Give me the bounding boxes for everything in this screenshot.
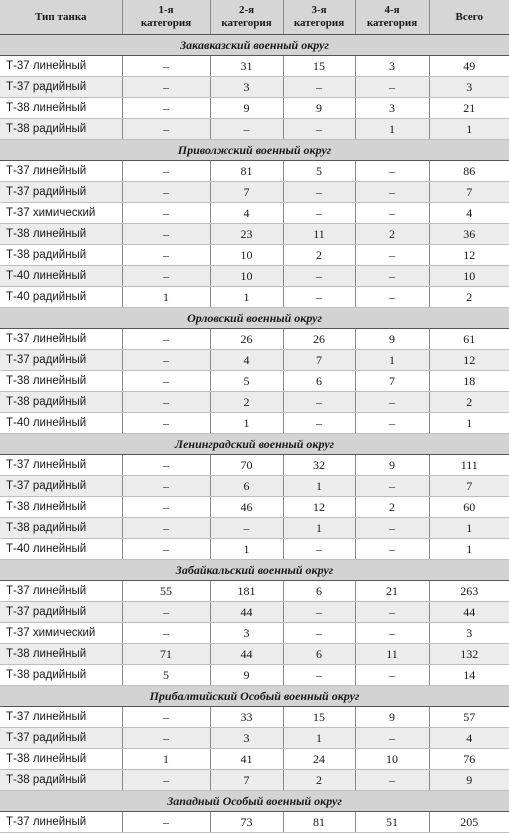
tank-type-cell: Т-37 линейный xyxy=(0,56,122,77)
tank-type-cell: Т-37 радийный xyxy=(0,728,122,749)
category-2-cell: 3 xyxy=(210,728,283,749)
table-row xyxy=(0,119,509,140)
category-2-cell: 1 xyxy=(210,413,283,434)
tank-type-cell: Т-37 радийный xyxy=(0,182,122,203)
category-3-cell: 12 xyxy=(283,497,355,518)
table-row xyxy=(0,350,509,371)
table-row xyxy=(0,287,509,308)
table-body xyxy=(0,35,509,833)
category-1-cell: – xyxy=(122,98,210,119)
category-4-cell: – xyxy=(355,161,429,182)
category-4-cell: 9 xyxy=(355,707,429,728)
category-2-cell: 1 xyxy=(210,287,283,308)
header-category-1: 1-я категория xyxy=(122,0,210,35)
header-category-4: 4-я категория xyxy=(355,0,429,35)
table-row xyxy=(0,329,509,350)
category-4-cell: 11 xyxy=(355,644,429,665)
category-4-cell: – xyxy=(355,245,429,266)
category-1-cell: – xyxy=(122,476,210,497)
total-cell: 7 xyxy=(429,182,509,203)
category-2-cell: 5 xyxy=(210,371,283,392)
total-cell: 1 xyxy=(429,119,509,140)
category-3-cell: – xyxy=(283,539,355,560)
district-header-row xyxy=(0,140,509,161)
category-3-cell: 26 xyxy=(283,329,355,350)
category-3-cell: – xyxy=(283,266,355,287)
total-cell: 205 xyxy=(429,812,509,833)
tank-type-cell: Т-40 линейный xyxy=(0,539,122,560)
category-3-cell: – xyxy=(283,623,355,644)
total-cell: 4 xyxy=(429,728,509,749)
total-cell: 2 xyxy=(429,287,509,308)
category-3-cell: 1 xyxy=(283,728,355,749)
category-2-cell: 6 xyxy=(210,476,283,497)
tank-type-cell: Т-37 химический xyxy=(0,623,122,644)
category-1-cell: 5 xyxy=(122,665,210,686)
category-1-cell: – xyxy=(122,518,210,539)
total-cell: 14 xyxy=(429,665,509,686)
total-cell: 61 xyxy=(429,329,509,350)
table-row xyxy=(0,77,509,98)
category-2-cell: 9 xyxy=(210,665,283,686)
table-row xyxy=(0,266,509,287)
category-2-cell: 44 xyxy=(210,644,283,665)
table-row xyxy=(0,371,509,392)
total-cell: 3 xyxy=(429,77,509,98)
category-4-cell: 3 xyxy=(355,56,429,77)
category-1-cell: 55 xyxy=(122,581,210,602)
category-1-cell: – xyxy=(122,203,210,224)
total-cell: 12 xyxy=(429,245,509,266)
category-1-cell: – xyxy=(122,224,210,245)
tank-type-cell: Т-40 радийный xyxy=(0,287,122,308)
category-4-cell: 1 xyxy=(355,119,429,140)
total-cell: 44 xyxy=(429,602,509,623)
total-cell: 1 xyxy=(429,539,509,560)
category-4-cell: 9 xyxy=(355,455,429,476)
category-4-cell: – xyxy=(355,602,429,623)
category-4-cell: – xyxy=(355,623,429,644)
category-2-cell: 23 xyxy=(210,224,283,245)
category-4-cell: – xyxy=(355,182,429,203)
category-4-cell: – xyxy=(355,392,429,413)
category-3-cell: 5 xyxy=(283,161,355,182)
category-3-cell: 1 xyxy=(283,518,355,539)
table-row xyxy=(0,728,509,749)
table-row xyxy=(0,392,509,413)
category-3-cell: – xyxy=(283,77,355,98)
category-1-cell: – xyxy=(122,392,210,413)
category-4-cell: – xyxy=(355,539,429,560)
category-2-cell: – xyxy=(210,119,283,140)
district-title: Западный Особый военный округ xyxy=(0,791,509,812)
tank-type-cell: Т-38 радийный xyxy=(0,392,122,413)
district-header-row xyxy=(0,35,509,56)
tank-type-cell: Т-38 линейный xyxy=(0,644,122,665)
total-cell: 263 xyxy=(429,581,509,602)
category-3-cell: – xyxy=(283,119,355,140)
category-4-cell: – xyxy=(355,287,429,308)
district-title: Приволжский военный округ xyxy=(0,140,509,161)
category-2-cell: 46 xyxy=(210,497,283,518)
total-cell: 12 xyxy=(429,350,509,371)
tank-type-cell: Т-37 линейный xyxy=(0,329,122,350)
category-1-cell: – xyxy=(122,350,210,371)
category-2-cell: 44 xyxy=(210,602,283,623)
table-row xyxy=(0,161,509,182)
category-1-cell: – xyxy=(122,623,210,644)
category-1-cell: – xyxy=(122,539,210,560)
district-title: Закавказский военный округ xyxy=(0,35,509,56)
tank-type-cell: Т-40 линейный xyxy=(0,266,122,287)
category-1-cell: 1 xyxy=(122,749,210,770)
category-2-cell: 33 xyxy=(210,707,283,728)
category-3-cell: – xyxy=(283,392,355,413)
tank-type-cell: Т-38 радийный xyxy=(0,770,122,791)
category-1-cell: – xyxy=(122,329,210,350)
category-3-cell: 6 xyxy=(283,371,355,392)
category-4-cell: 9 xyxy=(355,329,429,350)
category-4-cell: 1 xyxy=(355,350,429,371)
category-2-cell: 4 xyxy=(210,350,283,371)
category-4-cell: – xyxy=(355,413,429,434)
tank-type-cell: Т-38 линейный xyxy=(0,497,122,518)
category-3-cell: – xyxy=(283,413,355,434)
category-2-cell: 31 xyxy=(210,56,283,77)
tank-type-cell: Т-38 линейный xyxy=(0,98,122,119)
category-1-cell: – xyxy=(122,728,210,749)
total-cell: 4 xyxy=(429,203,509,224)
category-1-cell: – xyxy=(122,161,210,182)
table-row xyxy=(0,476,509,497)
table-row xyxy=(0,812,509,833)
total-cell: 111 xyxy=(429,455,509,476)
table-row xyxy=(0,770,509,791)
category-2-cell: 81 xyxy=(210,161,283,182)
category-3-cell: – xyxy=(283,665,355,686)
category-1-cell: – xyxy=(122,119,210,140)
category-3-cell: 81 xyxy=(283,812,355,833)
table-row xyxy=(0,245,509,266)
table-row xyxy=(0,707,509,728)
header-tank-type: Тип танка xyxy=(0,0,122,35)
district-header-row xyxy=(0,560,509,581)
tank-type-cell: Т-37 радийный xyxy=(0,77,122,98)
category-1-cell: – xyxy=(122,707,210,728)
total-cell: 10 xyxy=(429,266,509,287)
total-cell: 1 xyxy=(429,413,509,434)
category-2-cell: 10 xyxy=(210,245,283,266)
tank-type-cell: Т-37 радийный xyxy=(0,350,122,371)
table-row xyxy=(0,644,509,665)
total-cell: 9 xyxy=(429,770,509,791)
table-row xyxy=(0,455,509,476)
total-cell: 86 xyxy=(429,161,509,182)
total-cell: 36 xyxy=(429,224,509,245)
category-4-cell: – xyxy=(355,203,429,224)
category-2-cell: 3 xyxy=(210,623,283,644)
category-1-cell: – xyxy=(122,182,210,203)
category-2-cell: 3 xyxy=(210,77,283,98)
category-1-cell: – xyxy=(122,413,210,434)
tank-type-cell: Т-38 радийный xyxy=(0,665,122,686)
category-3-cell: 15 xyxy=(283,56,355,77)
district-header-row xyxy=(0,791,509,812)
tank-type-cell: Т-37 линейный xyxy=(0,161,122,182)
category-1-cell: – xyxy=(122,455,210,476)
category-4-cell: – xyxy=(355,476,429,497)
total-cell: 3 xyxy=(429,623,509,644)
tank-type-cell: Т-38 линейный xyxy=(0,749,122,770)
category-3-cell: 15 xyxy=(283,707,355,728)
category-3-cell: 7 xyxy=(283,350,355,371)
category-3-cell: 6 xyxy=(283,581,355,602)
tank-type-cell: Т-37 радийный xyxy=(0,602,122,623)
tank-type-cell: Т-38 линейный xyxy=(0,224,122,245)
total-cell: 132 xyxy=(429,644,509,665)
category-2-cell: 7 xyxy=(210,770,283,791)
district-header-row xyxy=(0,434,509,455)
table-row xyxy=(0,497,509,518)
category-4-cell: 2 xyxy=(355,497,429,518)
header-total: Всего xyxy=(429,0,509,35)
tank-type-cell: Т-37 линейный xyxy=(0,581,122,602)
district-title: Прибалтийский Особый военный округ xyxy=(0,686,509,707)
category-4-cell: – xyxy=(355,665,429,686)
table-row xyxy=(0,518,509,539)
category-2-cell: 10 xyxy=(210,266,283,287)
district-title: Забайкальский военный округ xyxy=(0,560,509,581)
table-header xyxy=(0,0,509,35)
total-cell: 2 xyxy=(429,392,509,413)
district-title: Орловский военный округ xyxy=(0,308,509,329)
category-3-cell: – xyxy=(283,602,355,623)
category-1-cell: 1 xyxy=(122,287,210,308)
tank-type-cell: Т-38 линейный xyxy=(0,371,122,392)
tank-type-cell: Т-37 линейный xyxy=(0,455,122,476)
category-3-cell: 11 xyxy=(283,224,355,245)
category-1-cell: 71 xyxy=(122,644,210,665)
table-row xyxy=(0,581,509,602)
category-3-cell: 9 xyxy=(283,98,355,119)
table-row xyxy=(0,539,509,560)
category-3-cell: 2 xyxy=(283,770,355,791)
category-4-cell: 2 xyxy=(355,224,429,245)
header-category-2: 2-я категория xyxy=(210,0,283,35)
district-header-row xyxy=(0,686,509,707)
category-4-cell: 21 xyxy=(355,581,429,602)
category-4-cell: – xyxy=(355,518,429,539)
category-2-cell: 2 xyxy=(210,392,283,413)
category-4-cell: – xyxy=(355,770,429,791)
category-2-cell: 181 xyxy=(210,581,283,602)
category-2-cell: 7 xyxy=(210,182,283,203)
category-1-cell: – xyxy=(122,497,210,518)
district-header-row xyxy=(0,308,509,329)
total-cell: 57 xyxy=(429,707,509,728)
table-row xyxy=(0,203,509,224)
category-4-cell: – xyxy=(355,77,429,98)
total-cell: 1 xyxy=(429,518,509,539)
category-2-cell: – xyxy=(210,518,283,539)
table-row xyxy=(0,98,509,119)
category-3-cell: 1 xyxy=(283,476,355,497)
category-2-cell: 41 xyxy=(210,749,283,770)
category-3-cell: 6 xyxy=(283,644,355,665)
category-1-cell: – xyxy=(122,56,210,77)
category-2-cell: 26 xyxy=(210,329,283,350)
total-cell: 21 xyxy=(429,98,509,119)
header-row xyxy=(0,0,509,35)
category-4-cell: 10 xyxy=(355,749,429,770)
table-row xyxy=(0,56,509,77)
category-3-cell: – xyxy=(283,203,355,224)
table-row xyxy=(0,665,509,686)
tank-type-cell: Т-38 радийный xyxy=(0,245,122,266)
category-2-cell: 9 xyxy=(210,98,283,119)
category-3-cell: 2 xyxy=(283,245,355,266)
category-1-cell: – xyxy=(122,812,210,833)
category-3-cell: – xyxy=(283,287,355,308)
category-3-cell: 32 xyxy=(283,455,355,476)
category-4-cell: 3 xyxy=(355,98,429,119)
category-1-cell: – xyxy=(122,602,210,623)
tank-type-cell: Т-38 радийный xyxy=(0,518,122,539)
category-4-cell: 51 xyxy=(355,812,429,833)
total-cell: 49 xyxy=(429,56,509,77)
category-2-cell: 70 xyxy=(210,455,283,476)
district-title: Ленинградский военный округ xyxy=(0,434,509,455)
category-2-cell: 73 xyxy=(210,812,283,833)
table-row xyxy=(0,602,509,623)
category-2-cell: 4 xyxy=(210,203,283,224)
total-cell: 76 xyxy=(429,749,509,770)
total-cell: 7 xyxy=(429,476,509,497)
table-row xyxy=(0,623,509,644)
tank-type-cell: Т-37 линейный xyxy=(0,707,122,728)
category-4-cell: – xyxy=(355,266,429,287)
table-row xyxy=(0,413,509,434)
category-1-cell: – xyxy=(122,770,210,791)
table-row xyxy=(0,224,509,245)
tank-type-cell: Т-38 радийный xyxy=(0,119,122,140)
table-row xyxy=(0,749,509,770)
category-2-cell: 1 xyxy=(210,539,283,560)
category-1-cell: – xyxy=(122,245,210,266)
total-cell: 60 xyxy=(429,497,509,518)
category-4-cell: – xyxy=(355,728,429,749)
category-1-cell: – xyxy=(122,266,210,287)
tank-type-cell: Т-40 линейный xyxy=(0,413,122,434)
header-category-3: 3-я категория xyxy=(283,0,355,35)
category-3-cell: – xyxy=(283,182,355,203)
category-1-cell: – xyxy=(122,371,210,392)
category-1-cell: – xyxy=(122,77,210,98)
category-3-cell: 24 xyxy=(283,749,355,770)
category-4-cell: 7 xyxy=(355,371,429,392)
table-row xyxy=(0,182,509,203)
tank-type-cell: Т-37 радийный xyxy=(0,476,122,497)
tank-type-cell: Т-37 линейный xyxy=(0,812,122,833)
tank-type-cell: Т-37 химический xyxy=(0,203,122,224)
total-cell: 18 xyxy=(429,371,509,392)
